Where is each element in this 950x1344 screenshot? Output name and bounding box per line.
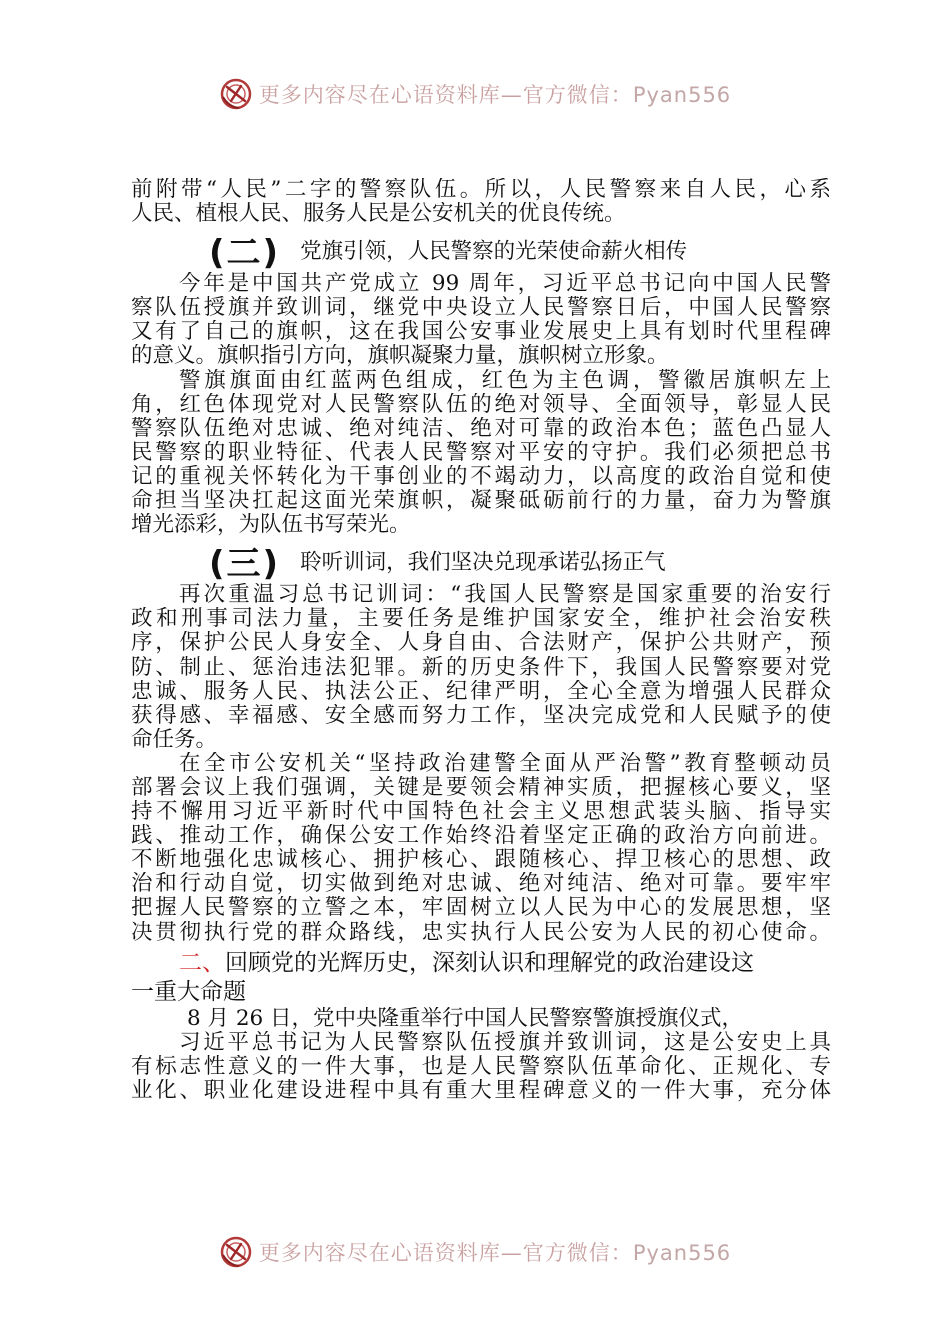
watermark-wechat-id: Pyan556	[632, 1241, 732, 1265]
paragraph-line: 前附带“人民”二字的警察队伍。所以，人民警察来自人民，心系	[131, 178, 831, 202]
section-title: 回顾党的光辉历史，深刻认识和理解党的政治建设这	[225, 949, 754, 976]
seal-logo-icon	[219, 77, 253, 111]
paragraph-line: 不断地强化忠诚核心、拥护核心、跟随核心、捍卫核心的思想、政	[131, 848, 831, 873]
section-number: 二、	[179, 949, 225, 976]
paragraph-line: 又有了自己的旗帜，这在我国公安事业发展史上具有划时代里程碑	[131, 320, 831, 345]
paragraph-line: 角，红色体现党对人民警察队伍的绝对领导、全面领导，彰显人民	[131, 392, 831, 417]
subheading-number: (二)	[209, 232, 281, 273]
paragraph-line: 民警察的职业特征、代表人民警察对平安的守护。我们必须把总书	[131, 440, 831, 465]
paragraph-line: 践、推动工作，确保公安工作始终沿着坚定正确的政治方向前进。	[131, 824, 831, 849]
section-title-continued: 一重大命题	[131, 978, 246, 1005]
paragraph-line: 命任务。	[131, 727, 218, 752]
paragraph-line: 在全市公安机关“坚持政治建警全面从严治警”教育整顿动员	[179, 751, 831, 776]
subheading-text: 党旗引领，人民警察的光荣使命薪火相传	[300, 238, 688, 264]
paragraph-line: 警察队伍绝对忠诚、绝对纯洁、绝对可靠的政治本色；蓝色凸显人	[131, 416, 831, 441]
footer-watermark-banner	[0, 1232, 950, 1272]
subheading-text: 聆听训词，我们坚决兑现承诺弘扬正气	[300, 549, 666, 575]
paragraph-line: 决贯彻执行党的群众路线，忠实执行人民公安为人民的初心使命。	[131, 920, 831, 945]
paragraph-line: 忠诚、服务人民、执法公正、纪律严明，全心全意为增强人民群众	[131, 679, 831, 704]
paragraph-line: 获得感、幸福感、安全感而努力工作，坚决完成党和人民赋予的使	[131, 703, 831, 728]
paragraph-line: 把握人民警察的立警之本，牢固树立以人民为中心的发展思想，坚	[131, 896, 831, 921]
paragraph-line: 命担当坚决扛起这面光荣旗帜，凝聚砥砺前行的力量，奋力为警旗	[131, 489, 831, 514]
paragraph-line: 有标志性意义的一件大事，也是人民警察队伍革命化、正规化、专	[131, 1054, 831, 1079]
section-heading-2	[131, 949, 831, 978]
paragraph-line: 序，保护公民人身安全、人身自由、合法财产，保护公共财产，预	[131, 631, 831, 656]
paragraph-line: 政和刑事司法力量，主要任务是维护国家安全，维护社会治安秩	[131, 607, 831, 632]
paragraph-line: 察队伍授旗并致训词，继党中央设立人民警察日后，中国人民警察	[131, 296, 831, 321]
paragraph-line: 警旗旗面由红蓝两色组成，红色为主色调，警徽居旗帜左上	[179, 368, 831, 393]
paragraph-line: 今年是中国共产党成立 99 周年，习近平总书记向中国人民警	[179, 272, 831, 297]
paragraph-line: 增光添彩，为队伍书写荣光。	[131, 513, 411, 538]
paragraph-line: 防、制止、惩治违法犯罪。新的历史条件下，我国人民警察要对党	[131, 655, 831, 680]
watermark-text: 更多内容尽在心语资料库—官方微信：Pyan556	[258, 1241, 732, 1265]
subheading-2	[131, 226, 831, 272]
paragraph-line: 治和行动自觉，切实做到绝对忠诚、绝对纯洁、绝对可靠。要牢牢	[131, 872, 831, 897]
subheading-3	[131, 537, 831, 583]
paragraph-line: 记的重视关怀转化为干事创业的不竭动力，以高度的政治自觉和使	[131, 464, 831, 489]
watermark-wechat-id: Pyan556	[632, 83, 732, 107]
paragraph-line: 部署会议上我们强调，关键是要领会精神实质，把握核心要义，坚	[131, 775, 831, 800]
paragraph-line: 业化、职业化建设进程中具有重大里程碑意义的一件大事，充分体	[131, 1078, 831, 1103]
subheading-number: (三)	[209, 543, 281, 584]
paragraph-line: 8 月 26 日，党中央隆重举行中国人民警察警旗授旗仪式，	[187, 1006, 744, 1031]
paragraph-line: 的意义。旗帜指引方向，旗帜凝聚力量，旗帜树立形象。	[131, 344, 669, 369]
paragraph-line: 持不懈用习近平新时代中国特色社会主义思想武装头脑、指导实	[131, 800, 831, 825]
watermark-text: 更多内容尽在心语资料库—官方微信：Pyan556	[258, 83, 732, 107]
paragraph-line: 习近平总书记为人民警察队伍授旗并致训词，这是公安史上具	[179, 1030, 831, 1055]
seal-logo-icon	[219, 1235, 253, 1269]
document-body	[131, 178, 831, 1103]
paragraph-line: 人民、植根人民、服务人民是公安机关的优良传统。	[131, 202, 626, 227]
paragraph-line: 再次重温习总书记训词：“我国人民警察是国家重要的治安行	[179, 583, 831, 608]
header-watermark-banner	[0, 74, 950, 114]
